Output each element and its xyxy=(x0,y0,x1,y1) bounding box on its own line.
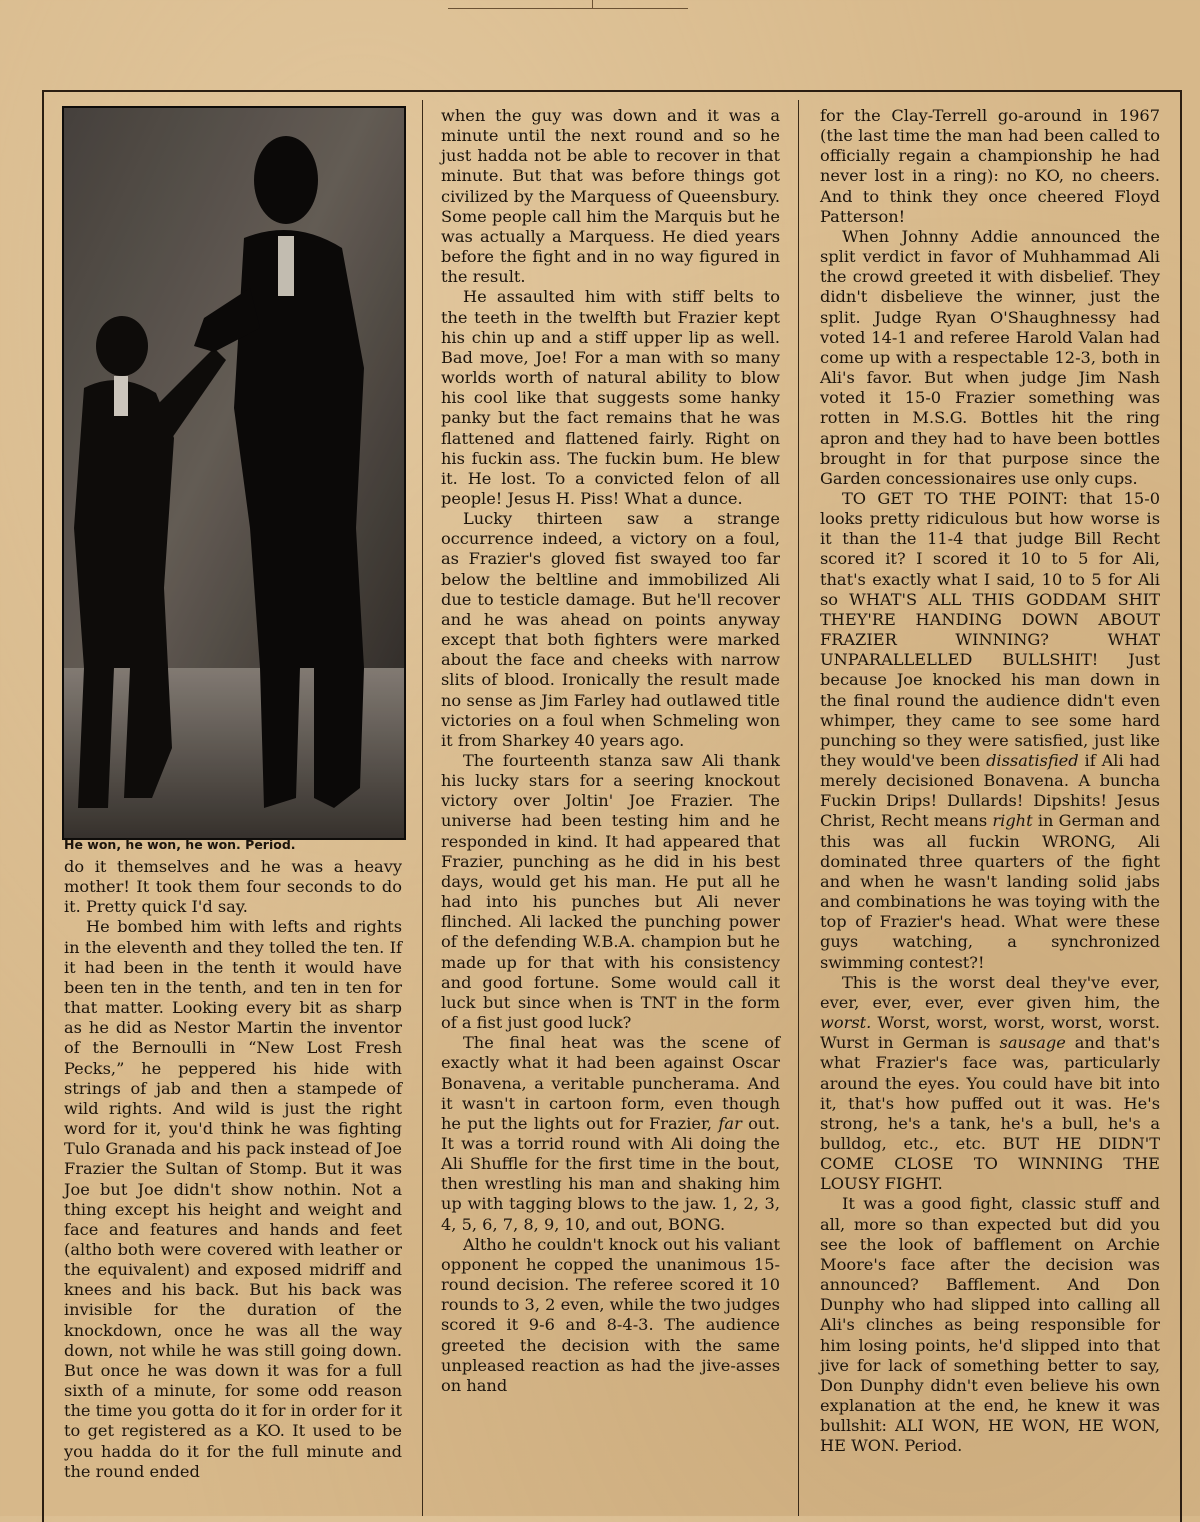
paragraph xyxy=(441,1033,780,1235)
emphasis: far xyxy=(718,1113,742,1133)
paragraph: when the guy was down and it was a minute until the next round and so he just hadda not be able to recover in that minute. But that was before things got civilized by the Marquess of Queensbury. Some people call him the Marquis but he was actually a Marquess. He died years before the fight and in no way figured in the result. xyxy=(441,106,780,287)
photo-caption: He won, he won, he won. Period. xyxy=(64,837,296,852)
emphasis: worst. xyxy=(820,1013,872,1033)
boxers-photo xyxy=(62,106,406,840)
column-rule-left xyxy=(422,100,423,1516)
emphasis: dissatisfied xyxy=(986,751,1079,770)
text-run: The final heat was the scene of exactly what it had been against Oscar Bonavena, a veritable puncherama. And it wasn't in cartoon form, even though he put the lights out for Frazier, xyxy=(441,1033,780,1133)
article-column-2 xyxy=(441,106,780,1396)
paragraph xyxy=(820,489,1160,973)
text-run: Worst, worst, worst, worst, worst. Wurst in German is xyxy=(820,1013,1160,1053)
boxers-photo-image xyxy=(64,108,404,838)
column-rule-right xyxy=(798,100,799,1516)
text-run: TO GET TO THE POINT: that 15-0 looks pretty ridiculous but how worse is it than the 11-4 that judge Bill Recht scored it? I scored it 10 to 5 for Ali, that's exactly what I said, 10 to 5 for Ali so WHAT'S ALL THIS GODDAM SHIT THEY'RE HANDING DOWN ABOUT FRAZIER WINNING? WHAT UNPARALLELLED BULLSHIT! Just because Joe knocked his man down in the final round the audience didn't even whimper, they came to see some hard punching so they were satisfied, just like they would've been xyxy=(820,488,1160,770)
paragraph: Lucky thirteen saw a strange occurrence indeed, a victory on a foul, as Frazier's gloved fist swayed too far below the beltline and immobilized Ali due to testicle damage. But he'll recover and he was ahead on points anyway except that both fighters were marked about the face and cheeks with narrow slits of blood. Ironically the result made no sense as Jim Farley had outlawed title victories on a foul when Schmeling won it from Sharkey 40 years ago. xyxy=(441,509,780,750)
article-column-1 xyxy=(64,857,402,1482)
text-run: if Ali had merely decisioned Bonavena. A buncha Fuckin Drips! Dullards! Dipshits! Jesus Christ, Recht means xyxy=(820,751,1160,831)
paragraph: When Johnny Addie announced the split verdict in favor of Muhhammad Ali the crowd greeted it with disbelief. They didn't disbelieve the winner, just the split. Judge Ryan O'Shaughnessy had voted 14-1 and referee Harold Valan had come up with a respectable 12-3, both in Ali's favor. But when judge Jim Nash voted it 15-0 Frazier something was rotten in M.S.G. Bottles hit the ring apron and they had to have been bottles brought in for that purpose since the Garden concessionaires use only cups. xyxy=(820,226,1160,488)
text-run: and that's what Frazier's face was, particularly around the eyes. You could have bit into it, that's how puffed out it was. He's strong, he's a tank, he's a bull, he's a bulldog, etc., etc. BUT HE DIDN'T COME CLOSE TO WINNING THE LOUSY FIGHT. xyxy=(820,1033,1160,1194)
paragraph: The fourteenth stanza saw Ali thank his lucky stars for a seering knockout victory over Joltin' Joe Frazier. The universe had been testing him and he responded in kind. It had appeared that Frazier, punching as he did in his best days, would get his man. He put all he had into his punches but Ali never flinched. Ali lacked the punching power of the defending W.B.A. champion but he made up for that with his consistency and good fortune. Some would call it luck but since when is TNT in the form of a fist just good luck? xyxy=(441,751,780,1033)
paragraph: It was a good fight, classic stuff and all, more so than expected but did you see the look of bafflement on Archie Moore's face after the decision was announced? Bafflement. And Don Dunphy who had slipped into calling all Ali's clinches as being responsible for him losing points, he'd slipped into that jive for lack of something better to say, Don Dunphy didn't even believe his own explanation at the end, he knew it was bullshit: ALI WON, HE WON, HE WON, HE WON. Period. xyxy=(820,1194,1160,1456)
emphasis: right xyxy=(992,811,1033,831)
paragraph: Altho he couldn't knock out his valiant opponent he copped the unanimous 15-round decision. The referee scored it 10 rounds to 3, 2 even, while the two judges scored it 9-6 and 8-4-3. The audience greeted the decision with the same unpleased reaction as had the jive-asses on hand xyxy=(441,1234,780,1395)
paragraph: He assaulted him with stiff belts to the teeth in the twelfth but Frazier kept his chin up and a stiff upper lip as well. Bad move, Joe! For a man with so many worlds worth of natural ability to blow his cool like that suggests some hanky panky but the fact remains that he was flattened and flattened fairly. Right on his fuckin ass. The fuckin bum. He blew it. He lost. To a convicted felon of all people! Jesus H. Piss! What a dunce. xyxy=(441,287,780,508)
emphasis: sausage xyxy=(999,1033,1066,1053)
text-run: in German and this was all fuckin WRONG, Ali dominated three quarters of the fight and when he wasn't landing solid jabs and combinations he was toying with the top of Frazier's head. What were these guys watching, a synchronized swimming contest?! xyxy=(820,811,1160,972)
paragraph: do it themselves and he was a heavy mother! It took them four seconds to do it. Pretty quick I'd say. xyxy=(64,857,402,917)
top-tick xyxy=(592,0,593,9)
top-rule xyxy=(448,8,688,9)
paragraph: for the Clay-Terrell go-around in 1967 (the last time the man had been called to officially regain a championship he had never lost in a ring): no KO, no cheers. And to think they once cheered Floyd Patterson! xyxy=(820,106,1160,226)
text-run: This is the worst deal they've ever, ever, ever, ever, ever given him, the xyxy=(820,972,1160,1012)
paragraph: He bombed him with lefts and rights in the eleventh and they tolled the ten. If it had been in the tenth it would have been ten in the tenth, and ten in ten for that matter. Looking every bit as sharp as he did as Nestor Martin the inventor of the Bernoulli in “New Lost Fresh Pecks,” he peppered his hide with strings of jab and then a stampede of wild rights. And wild is just the right word for it, you'd think he was fighting Tulo Granada and his pack instead of Joe Frazier the Sultan of Stomp. But it was Joe but Joe didn't show nothin. Not a thing except his height and weight and face and features and hands and feet (altho both were covered with leather or the equivalent) and exposed midriff and knees and his back. But his back was invisible for the duration of the knockdown, once he was all the way down, not while he was still going down. But once he was down it was for a full sixth of a minute, for some odd reason the time you gotta do it for in order for it to get registered as a KO. It used to be you hadda do it for the full minute and the round ended xyxy=(64,917,402,1481)
text-run: out. It was a torrid round with Ali doing the Ali Shuffle for the first time in the bout, then wrestling his man and shaking him up with tagging blows to the jaw. 1, 2, 3, 4, 5, 6, 7, 8, 9, 10, and out, BONG. xyxy=(441,1113,780,1234)
paragraph xyxy=(820,973,1160,1195)
article-column-3 xyxy=(820,106,1160,1456)
